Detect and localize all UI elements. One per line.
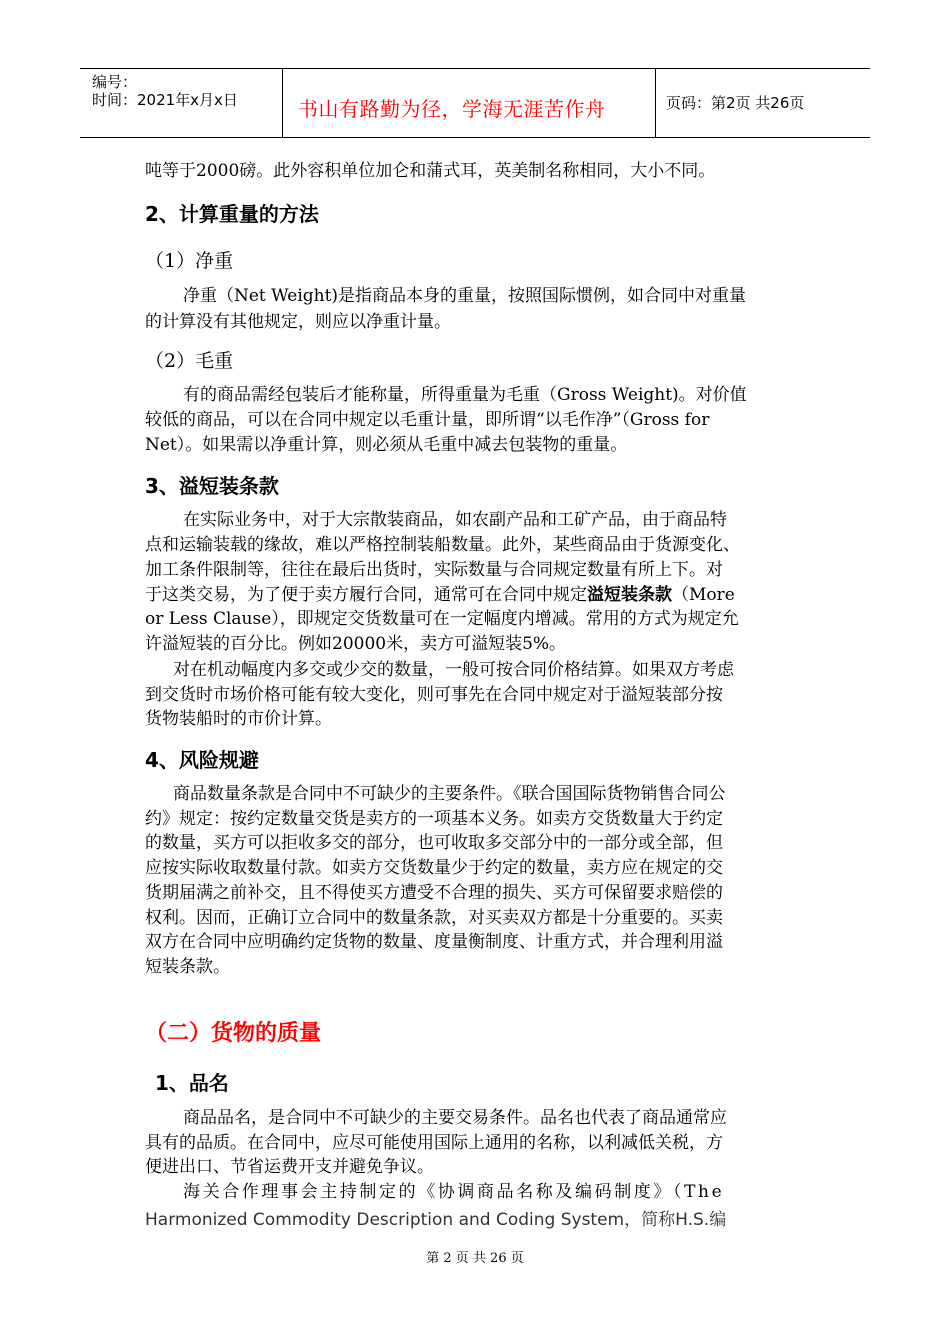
section-heading: 1、品名 bbox=[155, 1071, 229, 1095]
document-number-label: 编号： bbox=[92, 73, 138, 91]
paragraph-line: 到交货时市场价格可能有较大变化，则可事先在合同中规定对于溢短装部分按 bbox=[145, 685, 723, 705]
paragraph-line: 权利。因而，正确订立合同中的数量条款，对买卖双方都是十分重要的。买卖 bbox=[145, 908, 723, 928]
paragraph-line: 商品数量条款是合同中不可缺少的主要条件。《联合国国际货物销售合同公 bbox=[173, 784, 726, 804]
paragraph-line: 对在机动幅度内多交或少交的数量，一般可按合同价格结算。如果双方考虑 bbox=[173, 660, 734, 680]
paragraph-line: or Less Clause），即规定交货数量可在一定幅度内增减。常用的方式为规定允 bbox=[145, 609, 739, 629]
paragraph-line: 具有的品质。在合同中，应尽可能使用国际上通用的名称，以利减低关税，方 bbox=[145, 1133, 723, 1153]
document-date: 时间：2021年x月x日 bbox=[92, 91, 238, 109]
text-run: 于这类交易，为了便于卖方履行合同，通常可在合同中规定 bbox=[145, 585, 587, 605]
paragraph-line: 双方在合同中应明确约定货物的数量、度量衡制度、计重方式，并合理利用溢 bbox=[145, 932, 723, 952]
paragraph-line: 净重（Net Weight)是指商品本身的重量，按照国际惯例，如合同中对重量 bbox=[183, 286, 747, 306]
paragraph-line: 应按实际收取数量付款。如卖方交货数量少于约定的数量，卖方应在规定的交 bbox=[145, 858, 723, 878]
paragraph-line: Net）。如果需以净重计算，则必须从毛重中减去包装物的重量。 bbox=[145, 435, 628, 455]
paragraph-line: 货物装船时的市价计算。 bbox=[145, 709, 332, 729]
header-page-cell bbox=[656, 69, 870, 137]
subsection-heading: （2）毛重 bbox=[145, 350, 234, 372]
paragraph-line: 较低的商品，可以在合同中规定以毛重计量，即所谓“以毛作净”（Gross for bbox=[145, 410, 710, 430]
paragraph-line: 许溢短装的百分比。例如20000米，卖方可溢短装5%。 bbox=[145, 634, 567, 654]
paragraph-line: 海关合作理事会主持制定的《协调商品名称及编码制度》（The bbox=[183, 1182, 725, 1202]
paragraph-line bbox=[145, 584, 810, 606]
paragraph-line: 在实际业务中，对于大宗散装商品，如农副产品和工矿产品，由于商品特 bbox=[183, 510, 727, 530]
keyword-more-or-less-clause: 溢短装条款 bbox=[587, 585, 672, 605]
paragraph-line: 有的商品需经包装后才能称量，所得重量为毛重（Gross Weight)。对价值 bbox=[183, 385, 747, 405]
paragraph-line: 的计算没有其他规定，则应以净重计量。 bbox=[145, 312, 451, 332]
paragraph-line: 便进出口、节省运费开支并避免争议。 bbox=[145, 1157, 434, 1177]
header-meta-cell bbox=[80, 69, 283, 137]
paragraph-line: 约》规定：按约定数量交货是卖方的一项基本义务。如卖方交货数量大于约定 bbox=[145, 809, 723, 829]
header-motto-cell bbox=[282, 69, 656, 137]
paragraph-line: 货期届满之前补交，且不得使买方遭受不合理的损失、买方可保留要求赔偿的 bbox=[145, 883, 723, 903]
paragraph-line: 短装条款。 bbox=[145, 957, 230, 977]
header-motto: 书山有路勤为径，学海无涯苦作舟 bbox=[298, 97, 606, 121]
paragraph-line: 吨等于2000磅。此外容积单位加仑和蒲式耳，英美制名称相同，大小不同。 bbox=[145, 161, 716, 181]
chapter-heading: （二）货物的质量 bbox=[145, 1021, 322, 1046]
page-header bbox=[80, 68, 870, 138]
page-footer: 第 2 页 共 26 页 bbox=[426, 1251, 524, 1266]
paragraph-line: 加工条件限制等，往往在最后出货时，实际数量与合同规定数量有所上下。对 bbox=[145, 560, 723, 580]
text-run: （More bbox=[672, 585, 735, 605]
header-page-info: 页码：第2页 共26页 bbox=[666, 94, 805, 112]
subsection-heading: （1）净重 bbox=[145, 250, 234, 272]
section-heading: 4、风险规避 bbox=[145, 748, 259, 772]
paragraph-line: Harmonized Commodity Description and Coding System，简称H.S.编 bbox=[145, 1210, 727, 1230]
section-heading: 2、计算重量的方法 bbox=[145, 202, 319, 226]
paragraph-line: 的数量，买方可以拒收多交的部分，也可收取多交部分中的一部分或全部，但 bbox=[145, 833, 723, 853]
paragraph-line: 点和运输装载的缘故，难以严格控制装船数量。此外，某些商品由于货源变化、 bbox=[145, 535, 740, 555]
paragraph-line: 商品品名，是合同中不可缺少的主要交易条件。品名也代表了商品通常应 bbox=[183, 1108, 727, 1128]
section-heading: 3、溢短装条款 bbox=[145, 474, 279, 498]
